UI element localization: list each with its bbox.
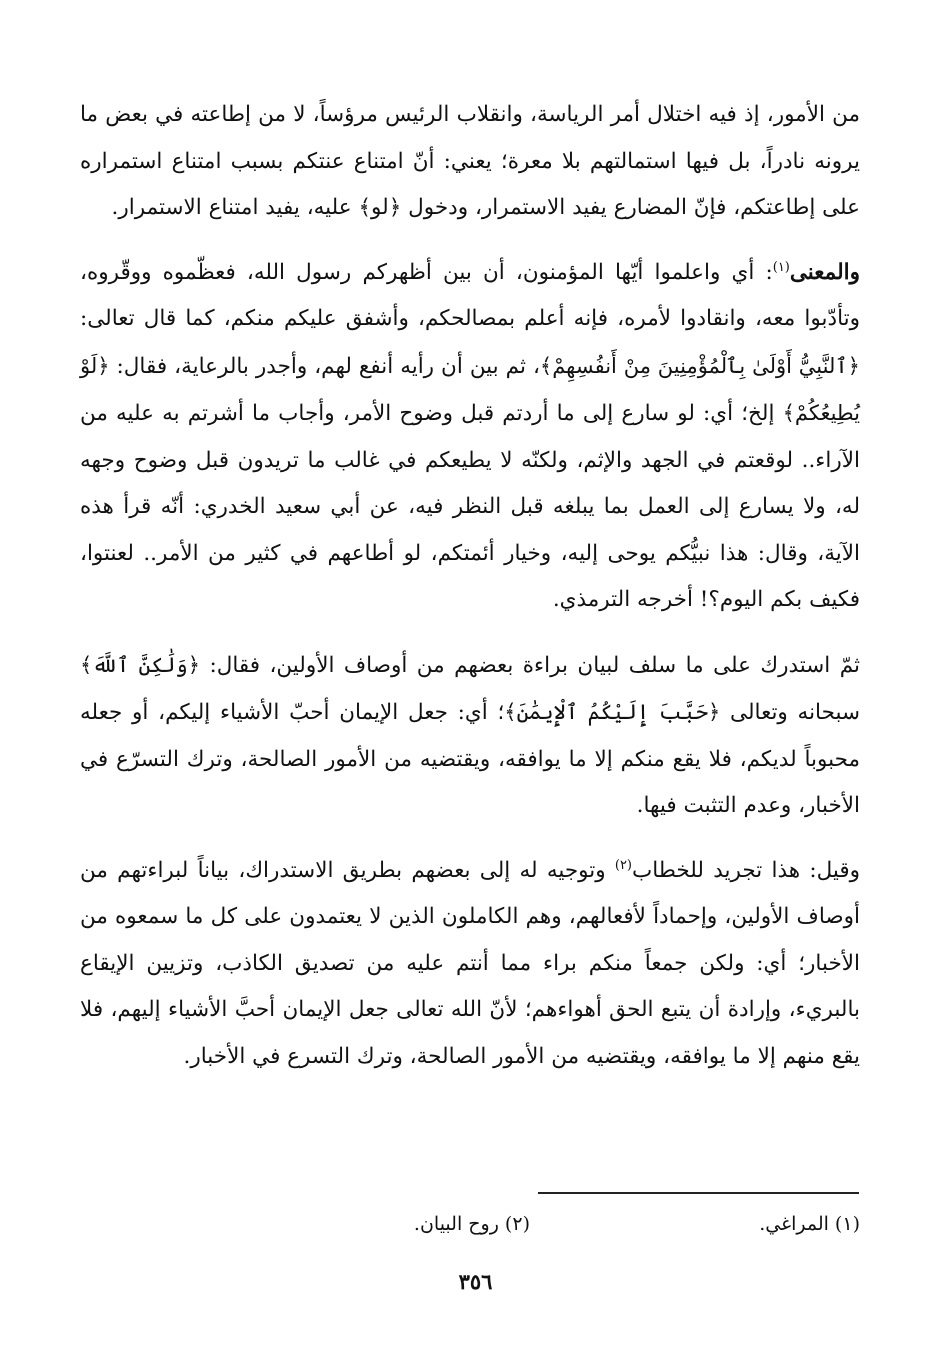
- paragraph-3-text-b: سبحانه وتعالى: [720, 700, 860, 725]
- paragraph-4-text-b: وتوجيه له إلى بعضهم بطريق الاستدراك، بياناً لبراءتهم من أوصاف الأولين، وإحماداً لأفعالهم، وهم الكاملون الذين لا يعتمدون على كل ما سمعوه من الأخبار؛ أي: ولكن جمعاً منكم براء مما أنتم عليه من تصديق الكاذب، وتزيين الإيقاع بالبريء، وإرادة أن يتبع الحق أهواءهم؛ لأنّ الله تعالى جعل الإيمان أحبَّ الأشياء إليهم، فلا يقع منهم إلا ما يوافقه، ويقتضيه من الأمور الصالحة، وترك التسرع في الأخبار.: [80, 857, 860, 1069]
- paragraph-2-text-a: : أي واعلموا أيّها المؤمنون، أن بين أظهركم رسول الله، فعظّموه ووقّروه، وتأدّبوا معه، وانقادوا لأمره، فإنه أعلم بمصالحكم، وأشفق عليكم منكم، كما قال تعالى:: [80, 259, 860, 331]
- paragraph-4: [80, 848, 860, 1081]
- footnote-ref-1: (١): [772, 259, 790, 275]
- quran-quote-1: ﴿ٱلنَّبِيُّ أَوْلَىٰ بِٱلْمُؤْمِنِينَ مِنْ أَنفُسِهِمْ﴾: [539, 353, 860, 378]
- paragraph-3: [80, 642, 860, 830]
- paragraph-2-text-b: ، ثم بين أن رأيه أنفع لهم، وأجدر بالرعاية، فقال:: [109, 353, 540, 379]
- paragraph-2: [80, 250, 860, 624]
- paragraph-1-text: من الأمور، إذ فيه اختلال أمر الرياسة، وانقلاب الرئيس مرؤساً، لا من إطاعته في بعض ما يرونه نادراً، بل فيها استمالتهم بلا معرة؛ يعني: أنّ امتناع عنتكم بسبب امتناع استمراره على إطاعتكم، فإنّ المضارع يفيد الاستمرار، ودخول ﴿لو﴾ عليه، يفيد امتناع الاستمرار.: [80, 102, 860, 220]
- footnote-1: (١) المراغي.: [759, 1213, 860, 1235]
- paragraph-3-text-a: ثمّ استدرك على ما سلف لبيان براءة بعضهم من أوصاف الأولين، فقال:: [200, 652, 860, 678]
- paragraph-4-text-a: وقيل: هذا تجريد للخطاب: [632, 857, 860, 883]
- quran-quote-3: ﴿وَلَٰكِنَّ ٱللَّهَ﴾: [80, 652, 201, 677]
- paragraph-3-text-c: ؛ أي: جعل الإيمان أحبّ الأشياء إليكم، أو جعله محبوباً لديكم، فلا يقع منكم إلا ما يوافقه، ويقتضيه من الأمور الصالحة، وترك التسرّع في الأخبار، وعدم التثبت فيها.: [80, 700, 860, 818]
- footnotes: [80, 1204, 860, 1244]
- paragraph-1: [80, 92, 860, 232]
- page-body: [80, 92, 860, 1080]
- paragraph-2-lead: والمعنى: [789, 259, 860, 285]
- page-number: ٣٥٦: [458, 1269, 493, 1294]
- paragraph-2-text-c: إلخ؛ أي: لو سارع إلى ما أردتم قبل وضوح الأمر، وأجاب ما أشرتم به عليه من الآراء.. لوقعتم في الجهد والإثم، ولكنّه لا يطيعكم في غالب ما تريدون قبل وضوح وجهه له، ولا يسارع إلى العمل بما يبلغه قبل النظر فيه، عن أبي سعيد الخدري: أنّه قرأ هذه الآية، وقال: هذا نبيُّكم يوحى إليه، وخيار أئمتكم، لو أطاعهم في كثير من الأمر.. لعنتوا، فكيف بكم اليوم؟! أخرجه الترمذي.: [80, 401, 860, 612]
- footnote-ref-2: (٢): [614, 857, 632, 873]
- footnote-divider: [538, 1192, 859, 1194]
- quran-quote-4: ﴿حَبَّبَ إِلَيْكُمُ ٱلْإِيمَٰنَ﴾: [504, 700, 721, 724]
- footnote-2: (٢) روح البيان.: [413, 1213, 530, 1235]
- quran-quote-2: ﴿لَوْ يُطِيعُكُمْ﴾: [80, 353, 860, 425]
